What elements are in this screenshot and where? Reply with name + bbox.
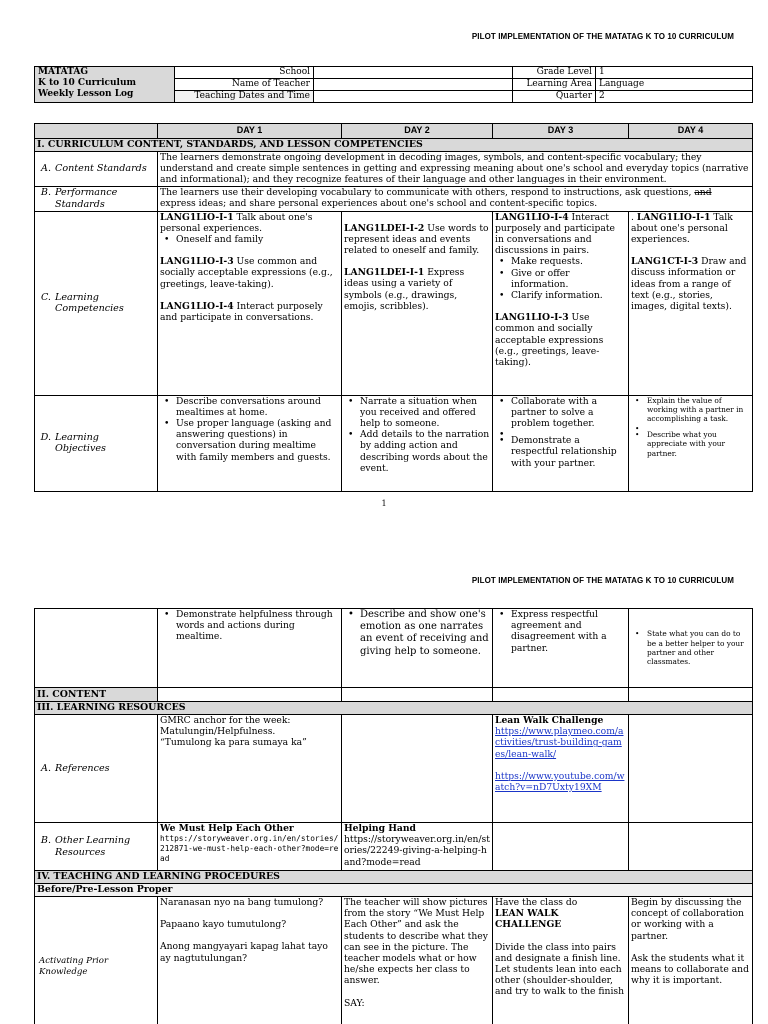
storyweaver-url-2[interactable]: https://storyweaver.org.in/en/stories/22249-giving-a-helping-hand?mode=read xyxy=(344,834,490,868)
school-label: School xyxy=(175,67,314,79)
content-standards-text: The learners demonstrate ongoing development in decoding images, symbols, and content-specific vocabulary; they understand and create simple sentences in getting and expressing meaning about one's school and everyday topics (narrative and informational); and they recognize features of their language and other languages in their environment. xyxy=(158,152,753,187)
references-day-3: Lean Walk Challenge https://www.playmeo.com/activities/trust-building-games/lean-walk/ https://www.youtube.com/watch?v=nD7Uxty19XM xyxy=(493,715,629,823)
list-item: • Give or offer information. xyxy=(495,268,626,290)
references-day-1: GMRC anchor for the week: Matulungin/Helpfulness. “Tumulong ka para sumaya ka” xyxy=(158,715,342,823)
objectives-day-2 xyxy=(342,395,493,491)
section-learning-resources: III. LEARNING RESOURCES xyxy=(35,702,753,715)
teacher-field[interactable] xyxy=(314,79,513,91)
list-item: • Add details to the narration by adding action and describing words about the event. xyxy=(344,429,490,474)
content-day-1[interactable] xyxy=(158,688,342,702)
references-label: A. References xyxy=(35,715,158,823)
list-item: • Narrate a situation when you received and offered help to someone. xyxy=(344,396,490,430)
objectives-day-1 xyxy=(158,395,342,491)
competencies-day-1: LANG1LIO-I-1 Talk about one's personal experiences. • Oneself and family LANG1LIO-I-3 Use common and socially acceptable expressions (e.g., greetings, leave-taking). LANG1LIO-I-4 Interact purposely and participate in conversations. xyxy=(158,211,342,395)
references-day-4 xyxy=(629,715,753,823)
quarter-value[interactable]: 2 xyxy=(596,91,753,103)
page-number: 1 xyxy=(381,499,387,508)
content-standards-label: A. Content Standards xyxy=(35,152,158,187)
lesson-plan-table-page2 xyxy=(34,608,753,1024)
competencies-day-3: LANG1LIO-I-4 Interact purposely and participate in conversations and discussions in pairs. • Make requests. • Give or offer information. • Clarify information. LANG1LIO-I-3 Use common and socially acceptable expressions (e.g., greetings, leave-taking). xyxy=(493,211,629,395)
learning-competencies-label: C. Learning Competencies xyxy=(35,211,158,395)
list-item: • Describe conversations around mealtimes at home. xyxy=(160,396,339,418)
quarter-label: Quarter xyxy=(513,91,596,103)
learning-objectives-label: D. Learning Objectives xyxy=(35,395,158,491)
competencies-day-4: . LANG1LIO-I-1 Talk about one's personal experiences. LANG1CT-I-3 Draw and discuss information or ideas from a range of text (e.g., stories, images, digital texts). xyxy=(629,211,753,395)
performance-standards-label: B. Performance Standards xyxy=(35,186,158,211)
dates-label: Teaching Dates and Time xyxy=(175,91,314,103)
school-field[interactable] xyxy=(314,67,513,79)
learning-area-label: Learning Area xyxy=(513,79,596,91)
other-resources-day-1: We Must Help Each Other https://storyweaver.org.in/en/stories/212871-we-must-help-each-other?mode=read xyxy=(158,823,342,871)
competencies-day-2: LANG1LDEI-I-2 Use words to represent ideas and events related to oneself and family. LANG1LDEI-I-1 Express ideas using a variety of symbols (e.g., drawings, emojis, scribbles). xyxy=(342,211,493,395)
objectives-cont-day-3 xyxy=(493,609,629,688)
activating-day-2: The teacher will show pictures from the story “We Must Help Each Other” and ask the students to describe what they can see in the picture. The teacher models what or how he/she expects her class to answer. SAY: xyxy=(342,897,493,1024)
day-4-header: DAY 4 xyxy=(629,124,753,139)
list-item: • Use proper language (asking and answering questions) in conversation during mealtime with family members and guests. xyxy=(160,418,339,463)
dates-field[interactable] xyxy=(314,91,513,103)
section-curriculum-content: I. CURRICULUM CONTENT, STANDARDS, AND LESSON COMPETENCIES xyxy=(35,139,753,152)
list-item: • Describe what you appreciate with your partner. xyxy=(631,430,750,458)
storyweaver-url-1[interactable]: https://storyweaver.org.in/en/stories/212871-we-must-help-each-other?mode=read xyxy=(160,834,339,864)
day-3-header: DAY 3 xyxy=(493,124,629,139)
objectives-cont-day-1 xyxy=(158,609,342,688)
activating-day-3: Have the class do LEAN WALK CHALLENGE Divide the class into pairs and designate a finish line. Let students lean into each other (shoulder-shoulder, and try to walk to the finish xyxy=(493,897,629,1024)
continuation-label-cell xyxy=(35,609,158,688)
corner-cell xyxy=(35,124,158,139)
other-resources-day-2: Helping Hand https://storyweaver.org.in/en/stories/22249-giving-a-helping-hand?mode=read xyxy=(342,823,493,871)
document-header: PILOT IMPLEMENTATION OF THE MATATAG K TO 10 CURRICULUM xyxy=(471,32,734,41)
grade-level-value[interactable]: 1 xyxy=(596,67,753,79)
grade-level-label: Grade Level xyxy=(513,67,596,79)
list-item: • State what you can do to be a better helper to your partner and other classmates. xyxy=(631,629,750,667)
list-item: • Demonstrate helpfulness through words and actions during mealtime. xyxy=(160,609,339,643)
list-item: • Explain the value of working with a partner in accomplishing a task. xyxy=(631,396,750,424)
objectives-day-3 xyxy=(493,395,629,491)
other-resources-label: B. Other Learning Resources xyxy=(35,823,158,871)
list-item: • Collaborate with a partner to solve a problem together. xyxy=(495,396,626,430)
content-day-4[interactable] xyxy=(629,688,753,702)
day-2-header: DAY 2 xyxy=(342,124,493,139)
list-item: • Describe and show one's emotion as one narrates an event of receiving and giving help to someone. xyxy=(344,609,490,658)
content-day-3[interactable] xyxy=(493,688,629,702)
subsection-before-lesson: Before/Pre-Lesson Proper xyxy=(35,884,753,897)
activating-day-1: Naranasan nyo na bang tumulong? Papaano kayo tumutulong? Anong mangyayari kapag lahat tayo ay nagtutulungan? xyxy=(158,897,342,1024)
list-item: • Make requests. xyxy=(495,256,626,267)
objectives-cont-day-2 xyxy=(342,609,493,688)
section-content: II. CONTENT xyxy=(35,688,158,702)
activating-prior-knowledge-label: Activating Prior Knowledge xyxy=(35,897,158,1024)
list-item: • Express respectful agreement and disagreement with a partner. xyxy=(495,609,626,654)
list-item: • Demonstrate a respectful relationship with your partner. xyxy=(495,435,626,469)
lesson-plan-table-page1 xyxy=(34,123,753,492)
day-1-header: DAY 1 xyxy=(158,124,342,139)
objectives-cont-day-4 xyxy=(629,609,753,688)
learning-area-value[interactable]: Language xyxy=(596,79,753,91)
performance-standards-text: The learners use their developing vocabulary to communicate with others, respond to instructions, ask questions, and express ideas; and share personal experiences about one's school and content-specific topics. xyxy=(158,186,753,211)
other-resources-day-4 xyxy=(629,823,753,871)
objectives-day-4 xyxy=(629,395,753,491)
playmeo-link[interactable]: https://www.playmeo.com/activities/trust-building-games/lean-walk/ xyxy=(495,726,624,760)
references-day-2 xyxy=(342,715,493,823)
list-item: • Clarify information. xyxy=(495,290,626,301)
activating-day-4: Begin by discussing the concept of collaboration or working with a partner. Ask the students what it means to collaborate and why it is important. xyxy=(629,897,753,1024)
youtube-link[interactable]: https://www.youtube.com/watch?v=nD7Uxty19XM xyxy=(495,770,625,794)
list-item: • Oneself and family xyxy=(160,234,339,245)
other-resources-day-3 xyxy=(493,823,629,871)
content-day-2[interactable] xyxy=(342,688,493,702)
document-header-page2: PILOT IMPLEMENTATION OF THE MATATAG K TO 10 CURRICULUM xyxy=(471,576,734,585)
section-teaching-procedures: IV. TEACHING AND LEARNING PROCEDURES xyxy=(35,871,753,884)
teacher-label: Name of Teacher xyxy=(175,79,314,91)
lesson-log-info-table xyxy=(34,66,753,103)
log-title: MATATAG K to 10 Curriculum Weekly Lesson Log xyxy=(35,67,175,103)
